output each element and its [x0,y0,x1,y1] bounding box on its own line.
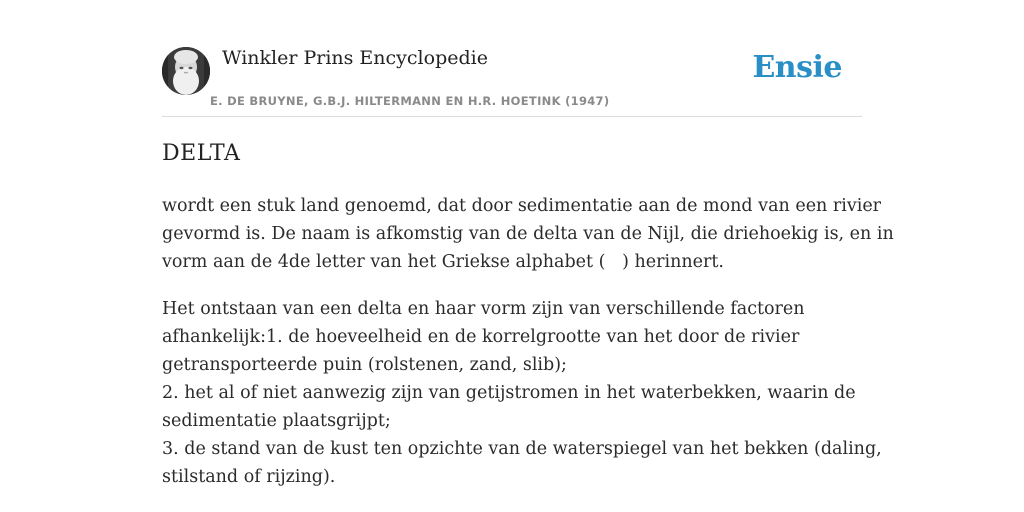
paragraph-1 [162,192,894,276]
text-line: 3. de stand van de kust ten opzichte van de waterspiegel van het bekken (daling, [162,439,882,459]
text-line: vorm aan de 4de letter van het Griekse alphabet ( ) herinnert. [162,252,724,272]
text-line: wordt een stuk land genoemd, dat door sedimentatie aan de mond van een rivier [162,196,882,216]
paragraph-2 [162,295,882,491]
text-line: Het ontstaan van een delta en haar vorm zijn van verschillende factoren [162,299,805,319]
book-title[interactable]: Winkler Prins Encyclopedie [222,47,488,69]
text-line: sedimentatie plaatsgrijpt; [162,411,391,431]
entry-body [162,192,894,510]
text-line: stilstand of rijzing). [162,467,336,487]
text-line: getransporteerde puin (rolstenen, zand, slib); [162,355,567,375]
header [162,0,862,117]
text-line: afhankelijk:1. de hoeveelheid en de korrelgrootte van het door de rivier [162,327,800,347]
text-line: gevormd is. De naam is afkomstig van de delta van de Nijl, die driehoekig is, en in [162,224,894,244]
entry-title: DELTA [162,141,241,166]
brand-logo[interactable]: Ensie [752,50,842,85]
authors-line: E. DE BRUYNE, G.B.J. HILTERMANN EN H.R. HOETINK (1947) [210,94,610,108]
page-container [162,0,894,487]
author-portrait-icon [162,47,210,95]
text-line: 2. het al of niet aanwezig zijn van getijstromen in het waterbekken, waarin de [162,383,856,403]
author-avatar[interactable] [162,47,210,95]
